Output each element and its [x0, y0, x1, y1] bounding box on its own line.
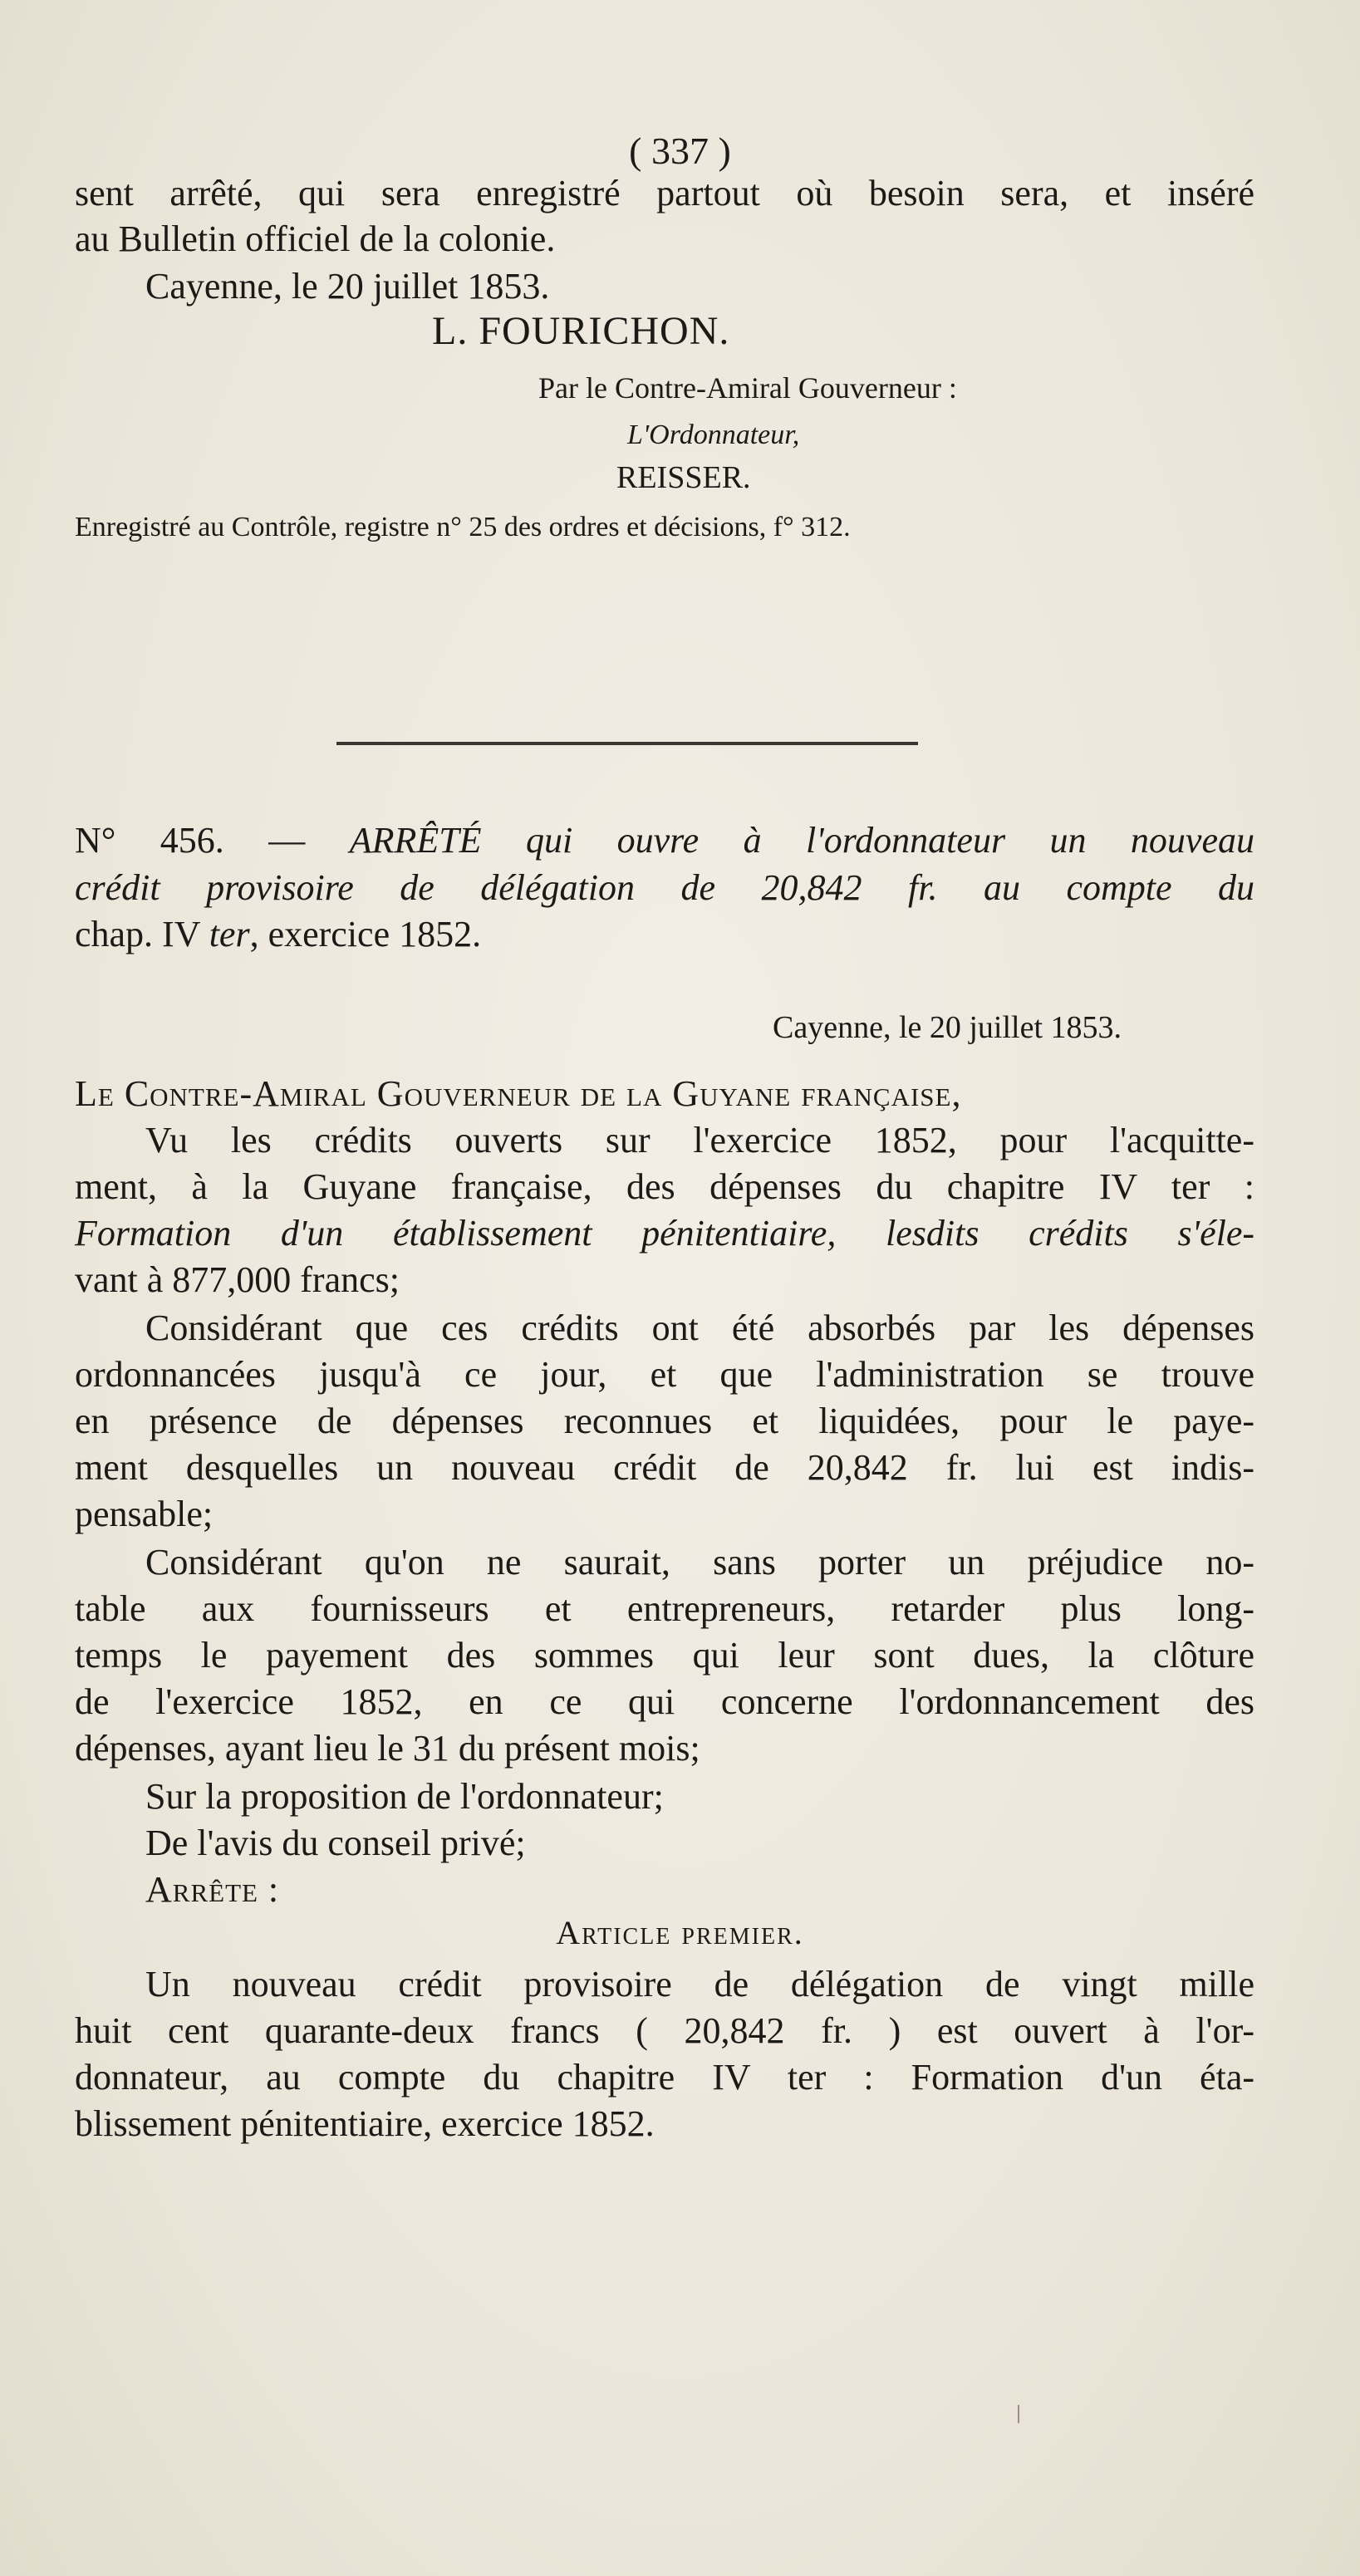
- text-line: sent arrêté, qui sera enregistré partout où besoin sera, et inséré: [75, 173, 1254, 213]
- text-line: de l'exercice 1852, en ce qui concerne l'ordonnancement des: [75, 1681, 1254, 1722]
- act-title-line-3: [75, 912, 481, 957]
- page-number: ( 337 ): [629, 130, 731, 172]
- text-line: donnateur, au compte du chapitre IV ter : Formation d'un éta-: [75, 2057, 1254, 2098]
- signature-by: Par le Contre-Amiral Gouverneur :: [538, 371, 957, 405]
- act-exercise: , exercice 1852.: [249, 914, 482, 954]
- place-date: Cayenne, le 20 juillet 1853.: [145, 266, 550, 307]
- text-line: blissement pénitentiaire, exercice 1852.: [75, 2103, 655, 2144]
- authority-line: Le Contre-Amiral Gouverneur de la Guyane française,: [75, 1073, 962, 1114]
- text-line: Vu les crédits ouverts sur l'exercice 1852, pour l'acquitte-: [145, 1120, 1254, 1160]
- text-line: ordonnancées jusqu'à ce jour, et que l'administration se trouve: [75, 1354, 1254, 1395]
- registration-note: Enregistré au Contrôle, registre n° 25 des ordres et décisions, f° 312.: [75, 512, 851, 542]
- signature-role: L'Ordonnateur,: [627, 420, 800, 450]
- text-line: dépenses, ayant lieu le 31 du présent mois;: [75, 1728, 700, 1769]
- text-line: vant à 877,000 francs;: [75, 1259, 400, 1300]
- text-line: Un nouveau crédit provisoire de délégation de vingt mille: [145, 1964, 1254, 2004]
- act-chapter-suffix: ter: [209, 914, 250, 954]
- text-line: Sur la proposition de l'ordonnateur;: [145, 1776, 664, 1817]
- text-line: pensable;: [75, 1494, 214, 1534]
- act-chapter: chap. IV: [75, 914, 200, 954]
- countersignatory: REISSER.: [616, 460, 751, 495]
- text-line: au Bulletin officiel de la colonie.: [75, 218, 556, 259]
- act-title: [75, 818, 1254, 863]
- text-line: ment, à la Guyane française, des dépenses du chapitre IV ter :: [75, 1166, 1254, 1207]
- text-line: temps le payement des sommes qui leur sont dues, la clôture: [75, 1635, 1254, 1676]
- article-heading: Article premier.: [556, 1914, 804, 1951]
- paper-mark: [1018, 2405, 1019, 2423]
- text-line: Considérant que ces crédits ont été absorbés par les dépenses: [145, 1308, 1254, 1348]
- text-line: De l'avis du conseil privé;: [145, 1823, 526, 1863]
- decree-word: Arrête :: [145, 1869, 280, 1910]
- text-line: Considérant qu'on ne saurait, sans porter un préjudice no-: [145, 1542, 1254, 1582]
- signatory: L. FOURICHON.: [432, 309, 730, 353]
- act-date: Cayenne, le 20 juillet 1853.: [773, 1010, 1122, 1045]
- separator-rule: [336, 742, 918, 745]
- act-title-line-1: ARRÊTÉ qui ouvre à l'ordonnateur un nouveau: [349, 820, 1254, 861]
- text-line: ment desquelles un nouveau crédit de 20,842 fr. lui est indis-: [75, 1447, 1254, 1488]
- text-line: huit cent quarante-deux francs ( 20,842 fr. ) est ouvert à l'or-: [75, 2010, 1254, 2051]
- text-line: Formation d'un établissement pénitentiaire, lesdits crédits s'éle-: [75, 1213, 1254, 1254]
- act-number: N° 456. —: [75, 820, 306, 861]
- act-title-line-2: crédit provisoire de délégation de 20,842 fr. au compte du: [75, 867, 1254, 908]
- text-line: en présence de dépenses reconnues et liquidées, pour le paye-: [75, 1401, 1254, 1441]
- text-line: table aux fournisseurs et entrepreneurs, retarder plus long-: [75, 1588, 1254, 1629]
